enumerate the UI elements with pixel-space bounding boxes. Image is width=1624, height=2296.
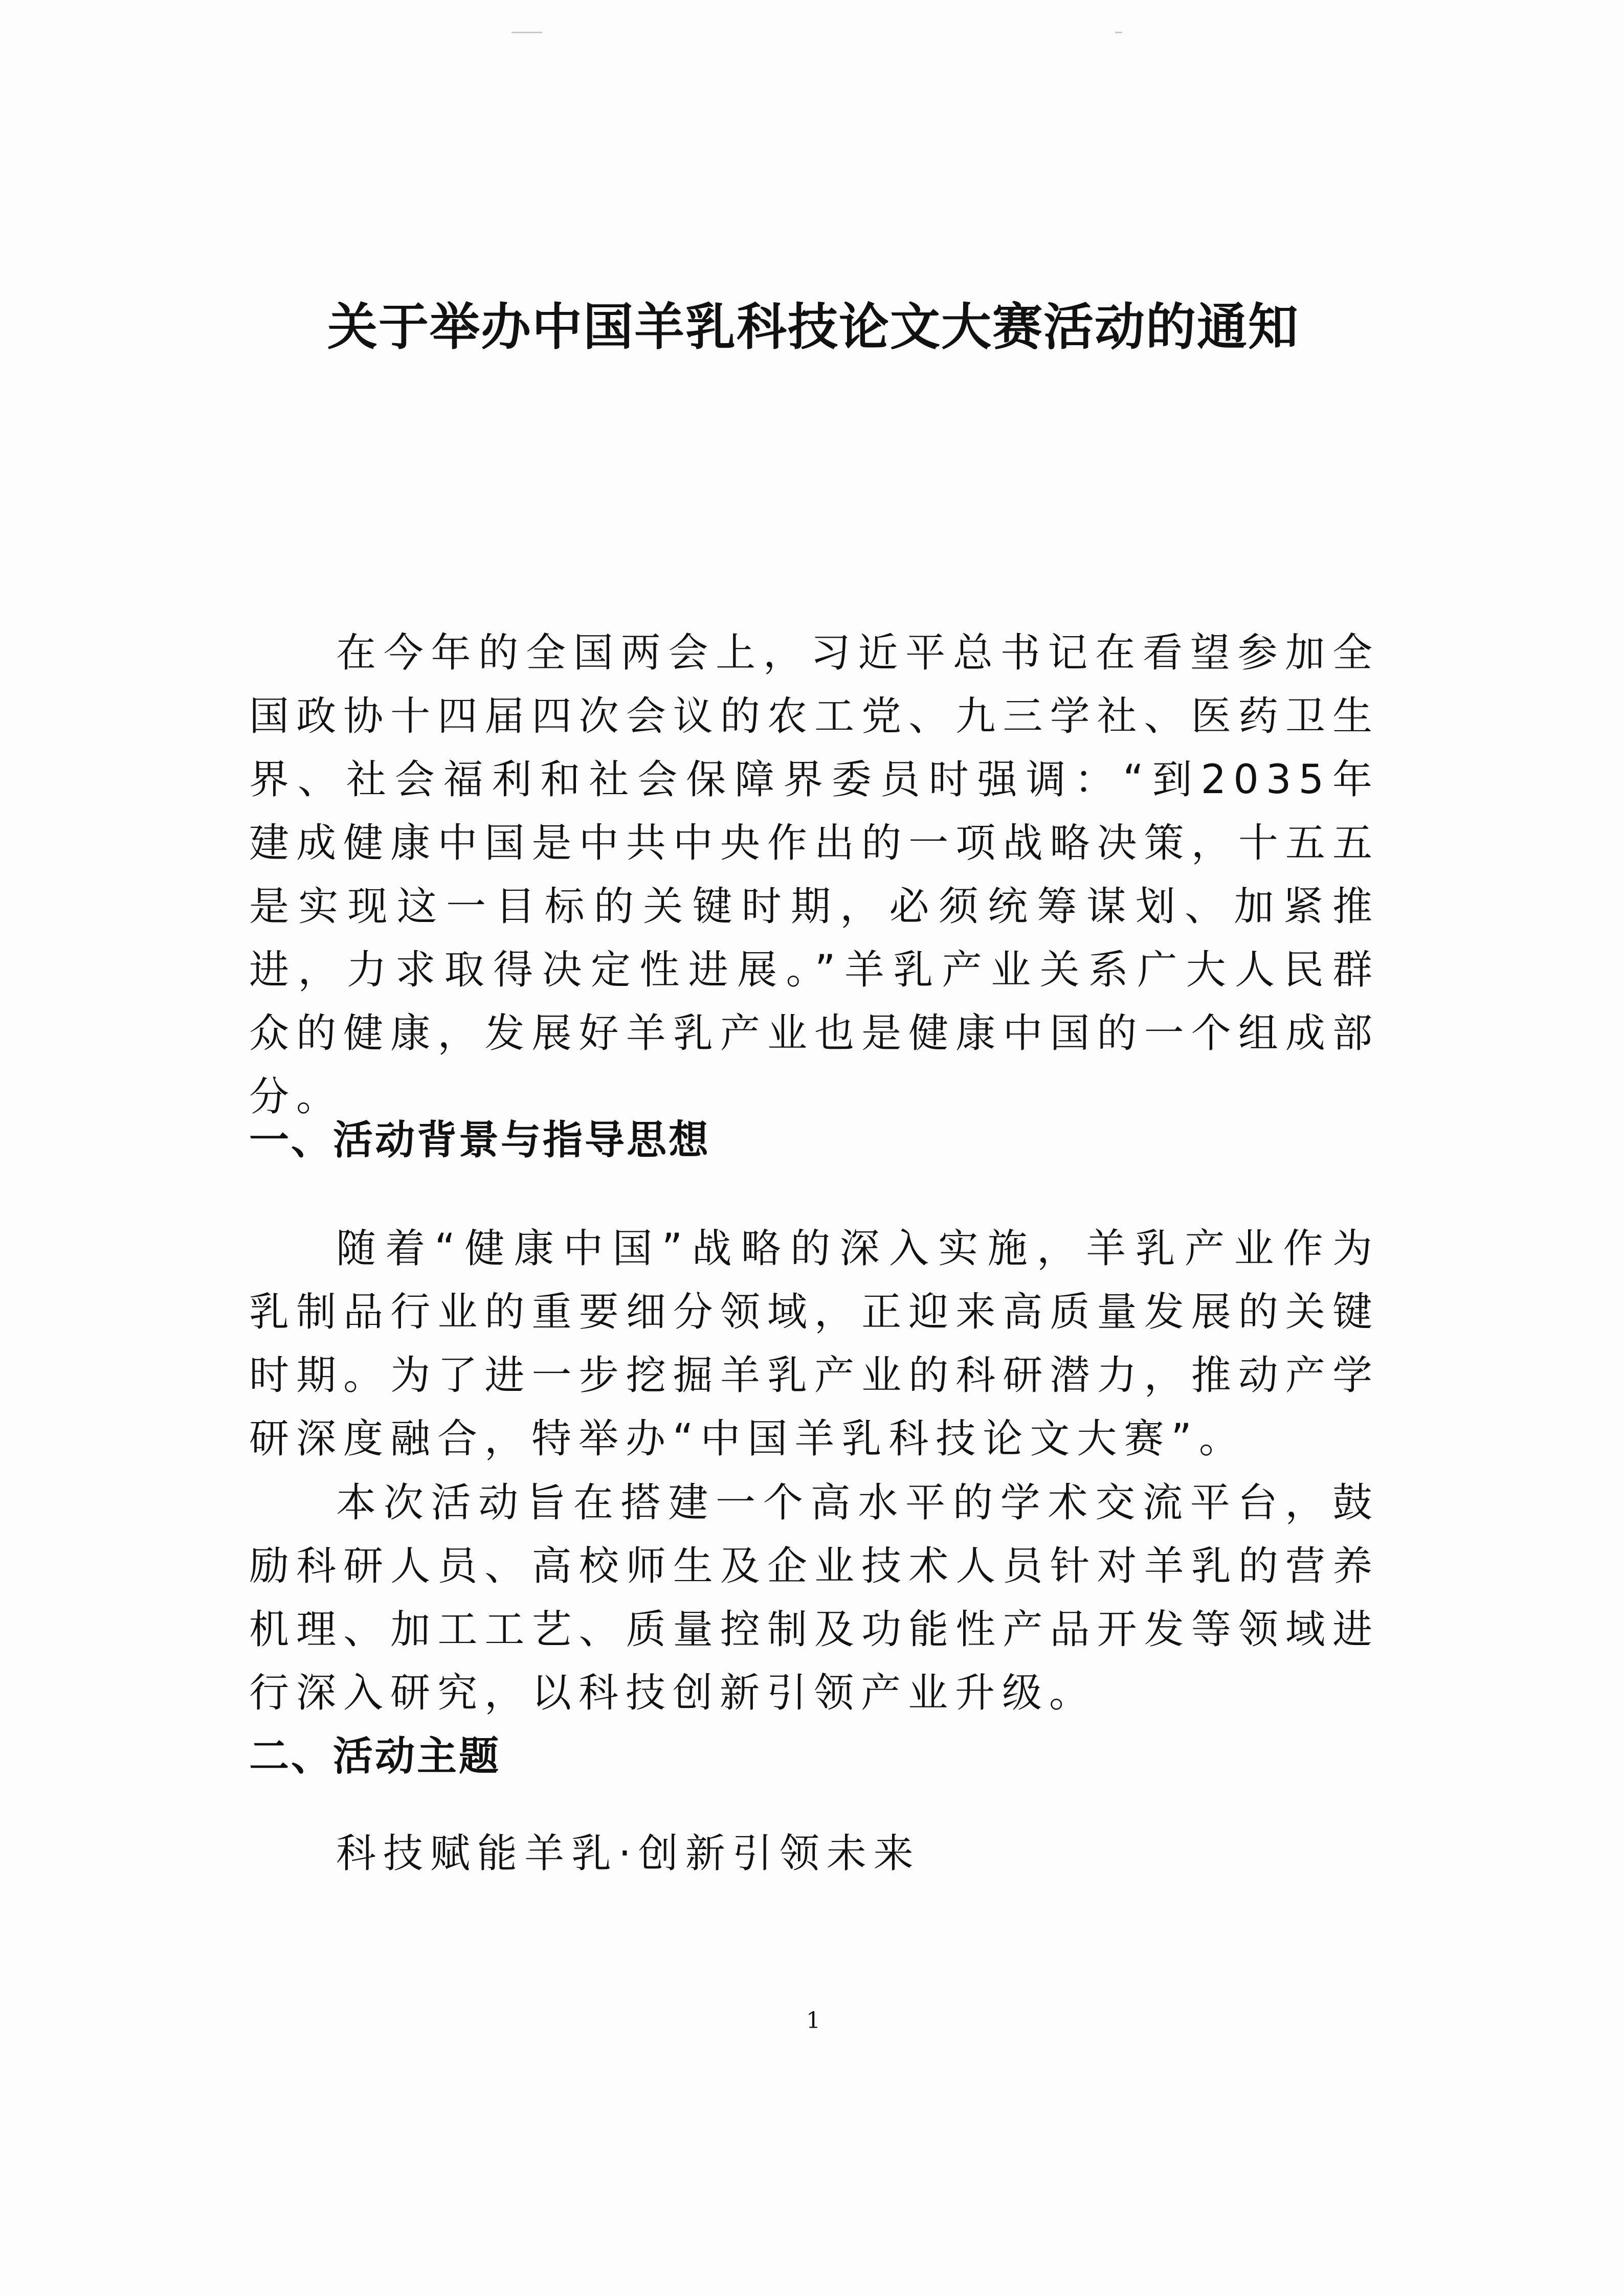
section-heading-theme: 二、活动主题: [249, 1734, 501, 1780]
section-heading-background: 一、活动背景与指导思想: [249, 1117, 711, 1163]
scan-artifact: [1115, 32, 1122, 33]
theme-slogan: 科技赋能羊乳·创新引领未来: [336, 1831, 921, 1877]
scan-artifact: [511, 32, 542, 33]
intro-paragraph: 在今年的全国两会上，习近平总书记在看望参加全国政协十四届四次会议的农工党、九三学社、医药卫生界、社会福利和社会保障界委员时强调：“到2035年建成健康中国是中共中央作出的一项战略决策，十五五是实现这一目标的关键时期，必须统筹谋划、加紧推进，力求取得决定性进展。”羊乳产业关系广大人民群众的健康，发展好羊乳产业也是健康中国的一个组成部分。: [249, 630, 1380, 1120]
page-number: 1: [806, 2008, 820, 2034]
background-paragraph-2: 本次活动旨在搭建一个高水平的学术交流平台，鼓励科研人员、高校师生及企业技术人员针对羊乳的营养机理、加工工艺、质量控制及功能性产品开发等领域进行深入研究，以科技创新引领产业升级。: [249, 1480, 1380, 1716]
background-paragraph-1: 随着“健康中国”战略的深入实施，羊乳产业作为乳制品行业的重要细分领域，正迎来高质量发展的关键时期。为了进一步挖掘羊乳产业的科研潜力，推动产学研深度融合，特举办“中国羊乳科技论文大赛”。: [249, 1226, 1380, 1462]
document-title: 关于举办中国羊乳科技论文大赛活动的通知: [327, 298, 1299, 356]
